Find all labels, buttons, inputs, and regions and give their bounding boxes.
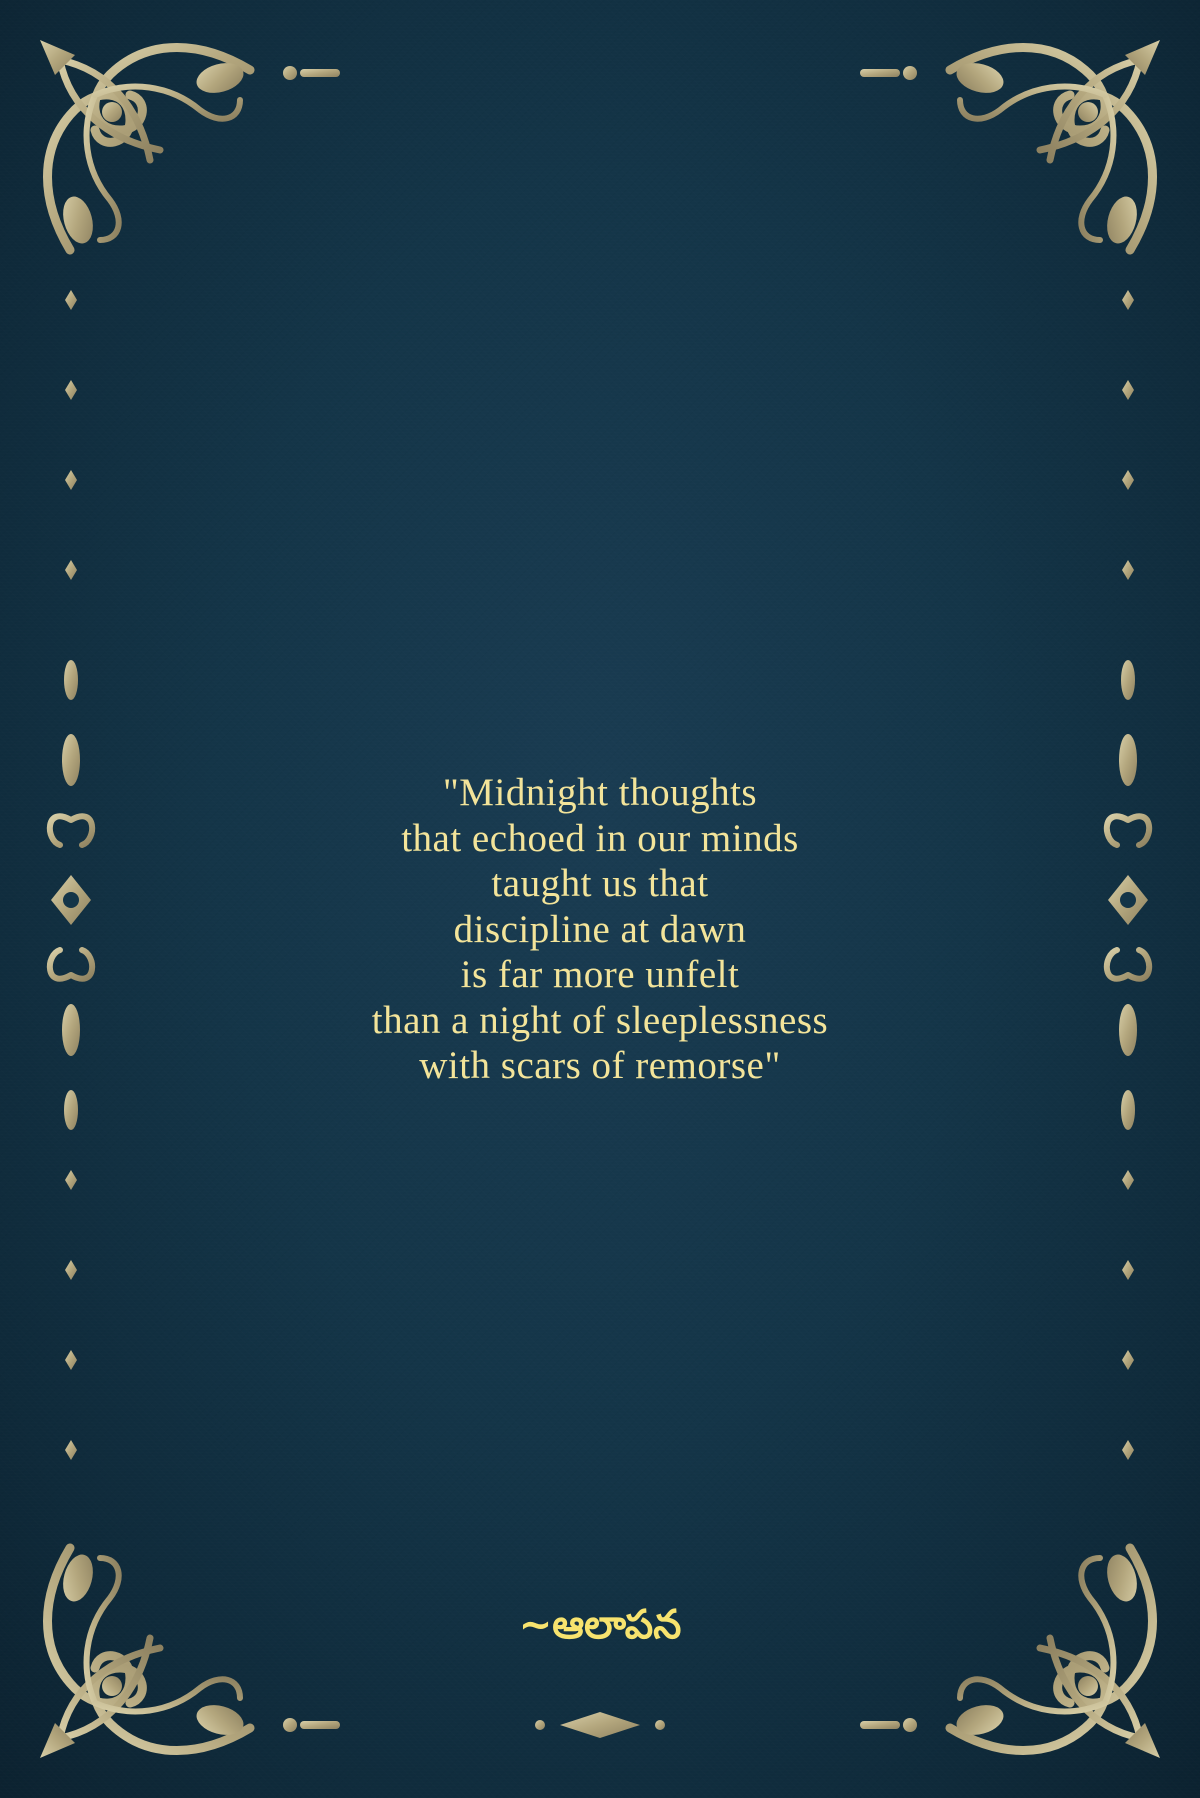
poem-line: discipline at dawn: [453, 907, 747, 951]
poem-line: with scars of remorse": [419, 1044, 781, 1087]
poem-text: [150, 770, 1050, 1089]
author-signature: ~ఆలాపన: [518, 1602, 682, 1648]
corner-flourish-icon: [40, 40, 250, 250]
poem-line: that echoed in our minds: [401, 816, 799, 860]
poem-line: is far more unfelt: [460, 953, 740, 996]
poem-line: "Midnight thoughts: [442, 771, 758, 814]
poem-line: taught us that: [491, 862, 709, 905]
poem-line: than a night of sleeplessness: [371, 998, 829, 1042]
